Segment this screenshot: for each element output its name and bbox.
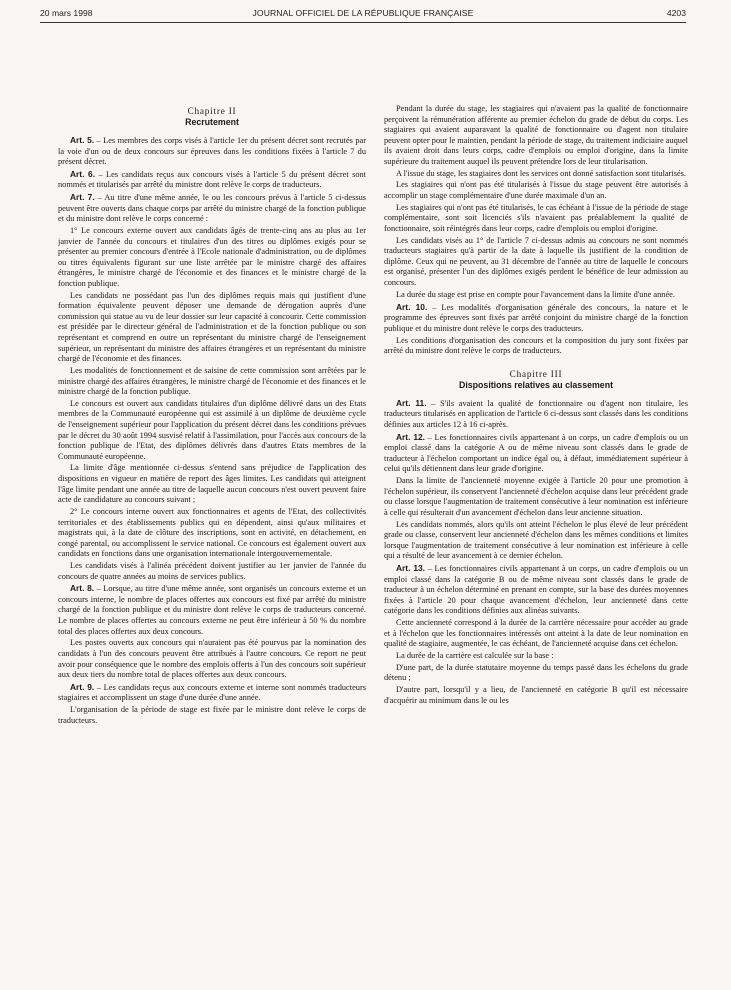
paragraph bbox=[384, 618, 688, 650]
paragraph-text: Dans la limite de l'ancienneté moyenne exigée à l'article 20 pour une promotion à l'échelon supérieur, ils conservent l'ancienneté d'échelon acquise dans leur précédent grade ou classe lorsque l'augmentation de traitement consécutive à leur nomination est inférieure à celle qui résulterait d'un avancement d'échelon dans leur ancienne situation. bbox=[384, 476, 688, 517]
paragraph bbox=[384, 203, 688, 235]
paragraph bbox=[58, 638, 366, 680]
paragraph-text: Le concours est ouvert aux candidats titulaires d'un diplôme délivré dans un des Etats membres de la Communauté européenne qui est assimilé à un diplôme de deuxième cycle de l'enseignement supérieur pour l'application du présent décret dans les conditions prévues par le décret du 30 août 1994 susvisé relatif à l'assimilation, pour l'accès aux concours de la fonction publique de l'Etat, des diplômes délivrés dans d'autres Etats membres de la Communauté européenne. bbox=[58, 398, 366, 461]
section-heading: Dispositions relatives au classement bbox=[458, 379, 613, 390]
header-rule bbox=[40, 22, 686, 23]
right-paragraphs-a bbox=[384, 104, 688, 357]
article-number: Art. 8. bbox=[70, 583, 95, 594]
section-heading: Recrutement bbox=[185, 117, 239, 127]
article-paragraph bbox=[58, 682, 366, 704]
article-number: Art. 9. bbox=[70, 681, 95, 692]
paragraph-text: 1° Le concours externe ouvert aux candidats âgés de trente-cinq ans au plus au 1er janvier de l'année du concours et titulaires d'un des titres ou diplômes exigés pour se présenter au premier concours d'entrée à l'Ecole nationale d'administration, ou de diplômes ou titres équivalents figurant sur une liste arrêtée par le ministre chargé des affaires étrangères, le ministre chargé de l'économie et des finances et le ministre chargé de la fonction publique. bbox=[58, 226, 366, 288]
paragraph bbox=[384, 336, 688, 357]
paragraph-text: – Lorsque, au titre d'une même année, sont organisés un concours externe et un concours interne, le nombre de places offertes aux concours est fixé par arrêté du ministre chargé de la fonction publique et du ministre dont relève le corps de traducteurs concerné. Le nombre de places offertes au concours externe ne peut être inférieur à 50 % du nombre total des places offertes aux deux concours. bbox=[58, 584, 366, 636]
paragraph bbox=[384, 180, 688, 201]
article-number: Art. 10. bbox=[396, 301, 428, 312]
paragraph-text: – S'ils avaient la qualité de fonctionnaire ou d'agent non titulaire, les traducteurs titularisés en application de l'article 6 ci-dessus sont classés dans les conditions définies aux articles 12 à 16 ci-après. bbox=[384, 398, 688, 429]
paragraph-text: L'organisation de la période de stage est fixée par le ministre dont relève le corps de traducteurs. bbox=[58, 705, 366, 725]
paragraph bbox=[58, 507, 366, 560]
chapter-heading: Chapitre III bbox=[509, 368, 563, 379]
paragraph bbox=[58, 399, 366, 462]
article-paragraph bbox=[384, 398, 688, 431]
article-number: Art. 12. bbox=[396, 431, 425, 442]
chapter-heading: Chapitre II bbox=[187, 106, 237, 116]
paragraph-text: Les candidats ne possédant pas l'un des diplômes requis mais qui justifient d'une formation équivalente peuvent déposer une demande de dérogation auprès d'une commission qui statue au vu de leur dossier sur leur capacité à concourir. Cette commission est présidée par le directeur général de l'administration et de la fonction publique ou son représentant et comprend en outre un représentant du ministre chargé de l'enseignement supérieur, un représentant du ministre des affaires étrangères et un représentant du ministre chargé de l'économie et des finances. bbox=[58, 290, 366, 364]
paragraph-text: – Les fonctionnaires civils appartenant à un corps, un cadre d'emplois ou un emploi classé dans la catégorie B ou de même niveau sont classés dans le grade de traducteur à un échelon déterminé en prenant en compte, sur la base des durées moyennes fixées à l'article 20 pour chaque avancement d'échelon, leur ancienneté dans cette catégorie dans les conditions définies aux alinéas suivants. bbox=[384, 564, 688, 616]
paragraph-text: Les stagiaires qui n'ont pas été titularisés, le cas échéant à l'issue de la période de stage complémentaire, sont soit licenciés s'ils n'avaient pas préalablement la qualité de fonctionnaire, soit réintégrés dans leur corps, cadre d'emplois ou emploi d'origine. bbox=[384, 202, 688, 233]
paragraph-text: – Les modalités d'organisation générale des concours, la nature et le programme des épreuves sont fixés par arrêté conjoint du ministre chargé de la fonction publique et du ministre dont relève le corps des traducteurs. bbox=[384, 302, 688, 333]
paragraph-text: Cette ancienneté correspond à la durée de la carrière nécessaire pour accéder au grade et à l'échelon que les fonctionnaires intéressés ont atteint à la date de leur nomination en qualité de stagiaire, augmentée, le cas échéant, de l'ancienneté acquise dans cet échelon. bbox=[384, 618, 688, 649]
paragraph bbox=[384, 236, 688, 289]
paragraph-text: La durée du stage est prise en compte pour l'avancement dans la limite d'une année. bbox=[396, 289, 675, 299]
paragraph-text: La durée de la carrière est calculée sur la base : bbox=[396, 651, 554, 661]
article-number: Art. 7. bbox=[70, 192, 95, 203]
paragraph bbox=[58, 705, 366, 726]
article-paragraph bbox=[58, 135, 366, 168]
left-paragraphs bbox=[58, 135, 366, 726]
paragraph-text: Les modalités de fonctionnement et de saisine de cette commission sont arrêtées par le ministre chargé des affaires étrangères, le ministre chargé de l'économie et des finances et le ministre chargé de la fonction publique. bbox=[58, 365, 366, 397]
article-number: Art. 5. bbox=[70, 135, 95, 145]
paragraph-text: Les conditions d'organisation des concours et la composition du jury sont fixées par arrêté du ministre dont relève le corps de traducteurs. bbox=[384, 335, 688, 356]
paragraph bbox=[384, 685, 688, 706]
paragraph bbox=[58, 463, 366, 505]
paragraph-text: A l'issue du stage, les stagiaires dont les services ont donné satisfaction sont titularisés. bbox=[396, 168, 687, 178]
paragraph-text: Les candidats visés à l'alinéa précédent doivent justifier au 1er janvier de l'année du concours de quatre années au moins de services publics. bbox=[58, 561, 366, 581]
paragraph bbox=[384, 651, 688, 662]
paragraph bbox=[58, 366, 366, 398]
paragraph-text: – Les membres des corps visés à l'article 1er du présent décret sont recrutés par la voie d'un ou de deux concours sur épreuves dans les conditions fixées à l'article 7 du présent décret. bbox=[58, 136, 366, 167]
paragraph-text: Les stagiaires qui n'ont pas été titularisés à l'issue du stage peuvent être autorisés à accomplir un stage complémentaire d'une durée maximale d'un an. bbox=[384, 180, 688, 200]
journal-title: JOURNAL OFFICIEL DE LA RÉPUBLIQUE FRANÇAISE bbox=[252, 8, 474, 18]
article-paragraph bbox=[58, 583, 366, 637]
paragraph-text: D'autre part, lorsqu'il y a lieu, de l'ancienneté en catégorie B qu'il est nécessaire d'acquérir au minimum dans le ou les bbox=[384, 685, 688, 705]
paragraph bbox=[384, 290, 688, 301]
right-paragraphs-b bbox=[384, 398, 688, 707]
paragraph-text: Les candidats visés au 1° de l'article 7 ci-dessus admis au concours ne sont nommés traducteurs stagiaires qu'à partir de la date à laquelle ils justifient de la condition de diplôme. Ceux qui ne peuvent, au 31 décembre de l'année au titre de laquelle le concours est organisé, présenter l'un des diplômes exigés perdent le bénéfice de leur admission au concours. bbox=[384, 235, 688, 287]
article-number: Art. 6. bbox=[70, 168, 96, 179]
right-column bbox=[384, 104, 688, 950]
paragraph bbox=[384, 520, 688, 562]
paragraph-text: La limite d'âge mentionnée ci-dessus s'entend sans préjudice de l'application des dispositions en vigueur en matière de report des âges limites. Les candidats qui atteignent l'âge limite pendant une année au titre de laquelle aucun concours n'est ouvert peuvent faire acte de candidature au concours suivant ; bbox=[58, 463, 366, 505]
article-paragraph bbox=[58, 192, 366, 225]
article-number: Art. 11. bbox=[396, 397, 427, 408]
paragraph bbox=[384, 169, 688, 180]
article-paragraph bbox=[384, 432, 688, 475]
paragraph bbox=[384, 476, 688, 518]
paragraph bbox=[58, 226, 366, 289]
paragraph bbox=[384, 663, 688, 684]
paragraph-text: Les postes ouverts aux concours qui n'auraient pas été pourvus par la nomination des candidats à l'un des concours peuvent être attribués à l'autre concours. Ce report ne peut avoir pour conséquence que le nombre des emplois offerts à l'un des concours soit supérieur aux deux tiers du nombre total de places offertes aux deux concours. bbox=[58, 638, 366, 680]
paragraph-text: – Les candidats reçus aux concours visés à l'article 5 du présent décret sont nommés et titularisés par arrêté du ministre dont relève le corps de traducteurs. bbox=[58, 169, 366, 190]
paragraph-text: – Les fonctionnaires civils appartenant à un corps, un cadre d'emplois ou un emploi classé dans la catégorie A ou de même niveau sont classés dans le grade de traducteur à l'échelon comportant un indice égal ou, à défaut, immédiatement supérieur à celui qu'ils détiennent dans leur grade d'origine. bbox=[384, 432, 688, 474]
article-number: Art. 13. bbox=[396, 563, 425, 574]
page-number: 4203 bbox=[666, 8, 686, 18]
header-date: 20 mars 1998 bbox=[40, 8, 93, 18]
paragraph-text: – Les candidats reçus aux concours externe et interne sont nommés traducteurs stagiaires et accomplissent un stage d'une durée d'une année. bbox=[58, 682, 366, 703]
article-paragraph bbox=[384, 563, 688, 617]
paragraph-text: D'une part, de la durée statutaire moyenne du temps passé dans les échelons du grade détenu ; bbox=[384, 662, 688, 683]
paragraph-text: Les candidats nommés, alors qu'ils ont atteint l'échelon le plus élevé de leur précédent grade ou classe, conservent leur ancienneté d'échelon dans les mêmes conditions et limites lorsque l'augmentation de traitement consécutive à leur nomination est inférieure à celle qui a résulté de leur avancement à ce dernier échelon. bbox=[384, 519, 688, 561]
article-paragraph bbox=[384, 302, 688, 335]
paragraph bbox=[384, 104, 688, 167]
article-paragraph bbox=[58, 169, 366, 191]
paragraph-text: – Au titre d'une même année, le ou les concours prévus à l'article 5 ci-dessus peuvent être ouverts dans chaque corps par arrêté du ministre chargé de la fonction publique et du ministre dont relève le corps concerné : bbox=[58, 193, 366, 224]
paragraph bbox=[58, 561, 366, 582]
paragraph bbox=[58, 291, 366, 365]
paragraph-text: 2° Le concours interne ouvert aux fonctionnaires et agents de l'Etat, des collectivités territoriales et des établissements publics qui en dépendent, ainsi qu'aux militaires et magistrats qui, à la date de clôture des inscriptions, sont en activité, en détachement, en congé parental, ou accomplissent le service national. Ce concours est également ouvert aux candidats en fonctions dans une organisation internationale intergouvernementale. bbox=[58, 506, 366, 559]
paragraph-text: Pendant la durée du stage, les stagiaires qui n'avaient pas la qualité de fonctionnaire perçoivent la rémunération afférente au premier échelon du grade de début du corps. Les stagiaires qui avaient auparavant la qualité de fonctionnaire ou d'agent non titulaire peuvent opter pour le maintien, pendant la période de stage, du traitement indiciaire auquel ils avaient droit dans leurs corps, cadre d'emplois ou emploi d'origine, dans la limite supérieure du traitement auquel ils peuvent prétendre lors de leur titularisation. bbox=[384, 104, 688, 166]
left-column bbox=[58, 96, 366, 950]
